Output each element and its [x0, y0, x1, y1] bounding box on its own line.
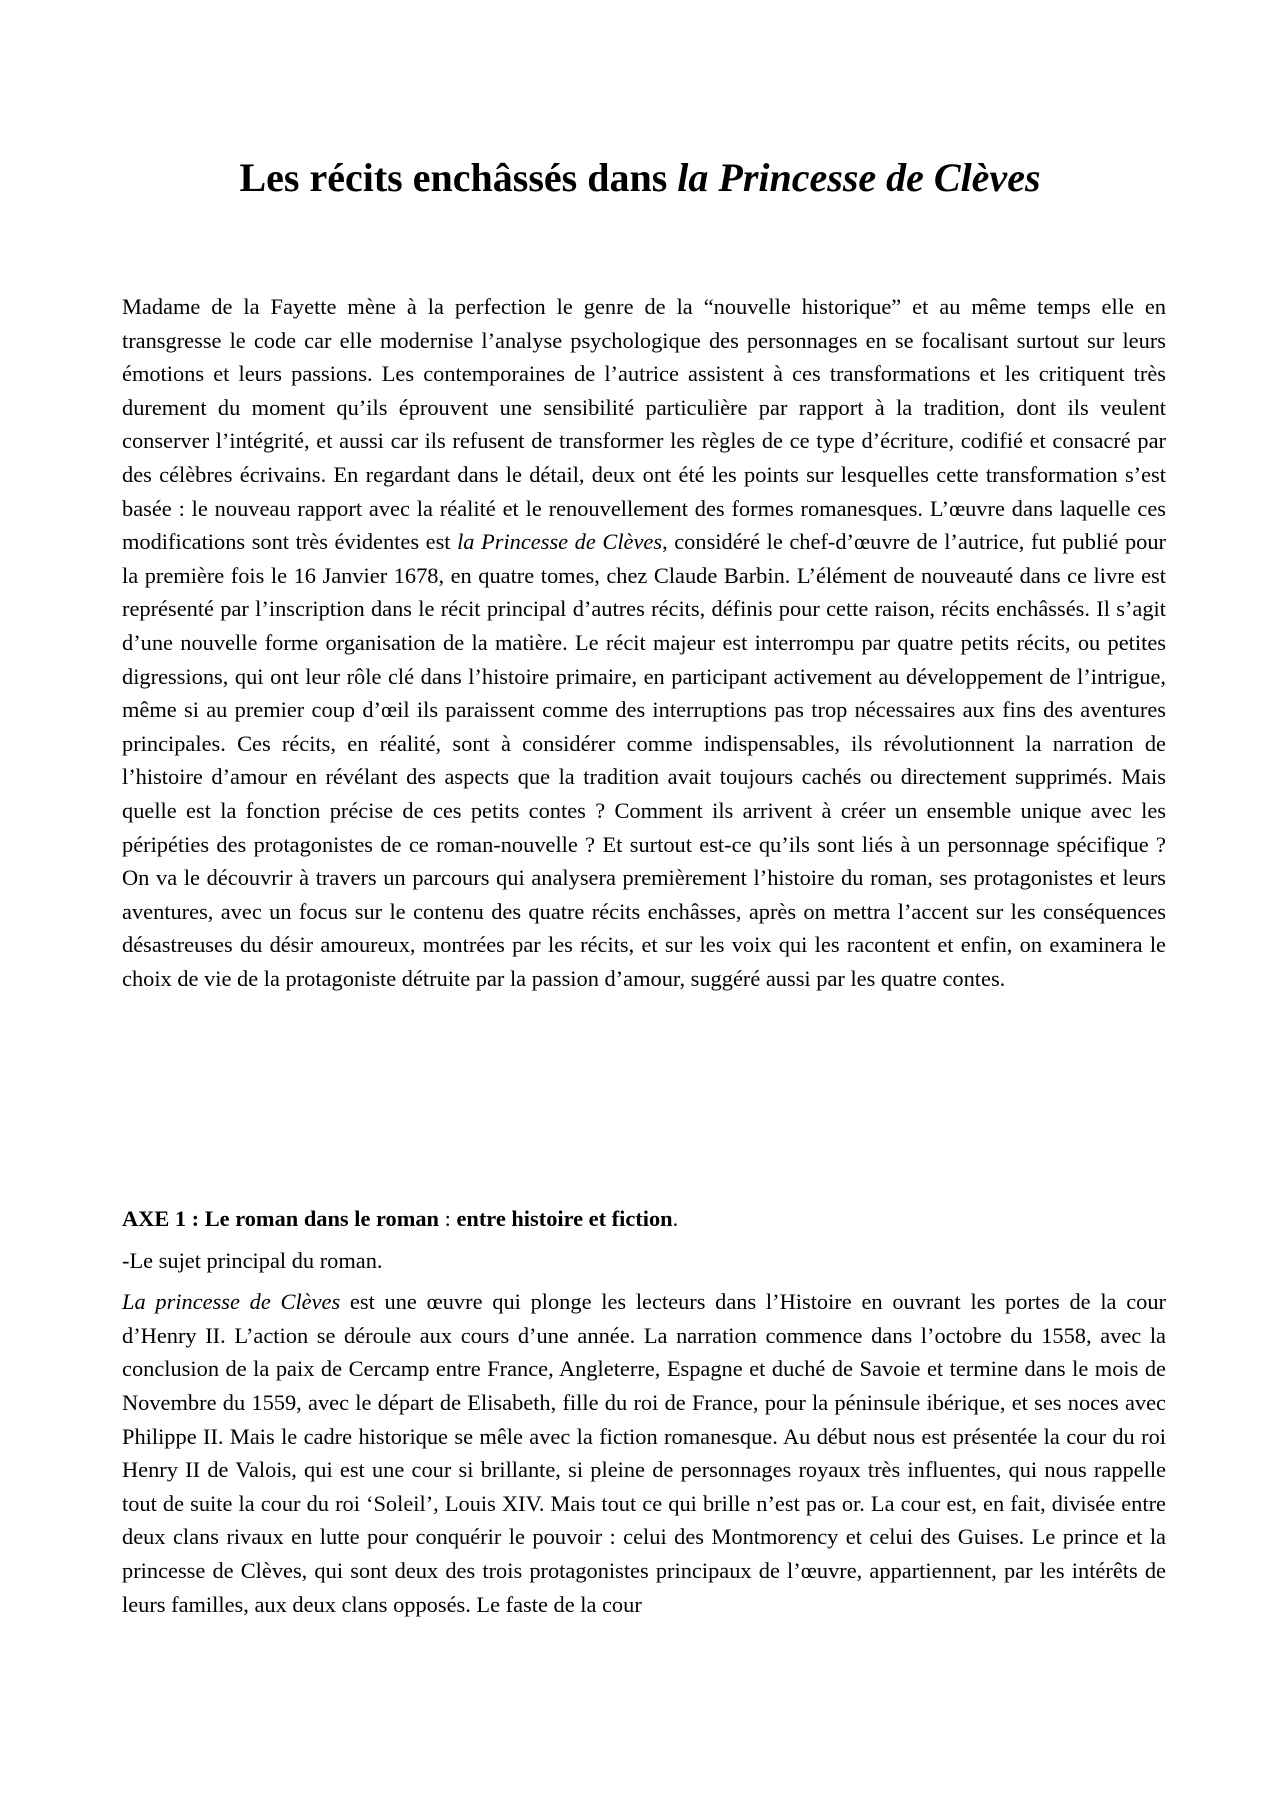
title-italic: la Princesse de Clèves: [677, 155, 1041, 200]
body-italic-title: La princesse de Clèves: [122, 1289, 341, 1315]
axe-1-section: [122, 1202, 1166, 1621]
intro-text-1: Madame de la Fayette mène à la perfection le genre de la “nouvelle historique” et au même temps elle en transgresse le code car elle modernise l’analyse psychologique des personnages en se focalisant surtout sur leurs émotions et leurs passions. Les contemporaines de l’autrice assistent à ces transformations et les critiquent très durement du moment qu’ils éprouvent une sensibilité particulière par rapport à la tradition, dont ils veulent conserver l’intégrité, et aussi car ils refusent de transformer les règles de ce type d’écriture, codifié et consacré par des célèbres écrivains. En regardant dans le détail, deux ont été les points sur lesquelles cette transformation s’est basée : le nouveau rapport avec la réalité et le renouvellement des formes romanesques. L’œuvre dans laquelle ces modifications sont très évidentes est: [122, 294, 1166, 555]
section-subheading: -Le sujet principal du roman.: [122, 1247, 383, 1273]
axe-1-end: .: [672, 1206, 679, 1231]
intro-text-2: , considéré le chef-d’œuvre de l’autrice, fut publié pour la première fois le 16 Janvier 1678, en quatre tomes, chez Claude Barbin. L’élément de nouveauté dans ce livre est représenté par l’inscription dans le récit principal d’autres récits, définis pour cette raison, récits enchâssés. Il s’agit d’une nouvelle forme organisation de la matière. Le récit majeur est interrompu par quatre petits récits, ou petites digressions, qui ont leur rôle clé dans l’histoire primaire, en participant activement au développement de l’intrigue, même si au premier coup d’œil ils paraissent comme des interruptions pas trop nécessaires aux fins des aventures principales. Ces récits, en réalité, sont à considérer comme indispensables, ils révolutionnent la narration de l’histoire d’amour en révélant des aspects que la tradition avait toujours cachés ou directement supprimés. Mais quelle est la fonction précise de ces petits contes ? Comment ils arrivent à créer un ensemble unique avec les péripéties des protagonistes de ce roman-nouvelle ? Et surtout est-ce qu’ils sont liés à un personnage spécifique ? On va le découvrir à travers un parcours qui analysera premièrement l’histoire du roman, ses protagonistes et leurs aventures, avec un focus sur le contenu des quatre récits enchâsses, après on mettra l’accent sur les conséquences désastreuses du désir amoureux, montrées par les récits, et sur les voix qui les racontent et enfin, on examinera le choix de vie de la protagoniste détruite par la passion d’amour, suggéré aussi par les quatre contes.: [122, 529, 1166, 991]
axe-1-separator: :: [439, 1206, 457, 1231]
title-main: Les récits enchâssés dans: [239, 155, 678, 200]
page-title: [0, 150, 1280, 206]
body-text: est une œuvre qui plonge les lecteurs dans l’Histoire en ouvrant les portes de la cour d’Henry II. L’action se déroule aux cours d’une année. La narration commence dans l’octobre du 1558, avec la conclusion de la paix de Cercamp entre France, Angleterre, Espagne et duché de Savoie et termine dans le mois de Novembre du 1559, avec le départ de Elisabeth, fille du roi de France, pour la péninsule ibérique, et ses noces avec Philippe II. Mais le cadre historique se mêle avec la fiction romanesque. Au début nous est présentée la cour du roi Henry II de Valois, qui est une cour si brillante, si pleine de personnages royaux très influentes, qui nous rappelle tout de suite la cour du roi ‘Soleil’, Louis XIV. Mais tout ce qui brille n’est pas or. La cour est, en fait, divisée entre deux clans rivaux en lutte pour conquérir le pouvoir : celui des Montmorency et celui des Guises. Le prince et la princesse de Clèves, qui sont deux des trois protagonistes principaux de l’œuvre, appartiennent, par les intérêts de leurs familles, aux deux clans opposés. Le faste de la cour: [122, 1289, 1166, 1617]
axe-1-subtitle: entre histoire et fiction: [456, 1206, 673, 1231]
intro-section: [122, 290, 1166, 995]
intro-paragraph: [122, 290, 1166, 995]
body-paragraph: [122, 1285, 1166, 1621]
axe-1-heading: [122, 1202, 1166, 1236]
axe-1-label: AXE 1 : Le roman dans le roman: [122, 1206, 440, 1231]
intro-italic-title: la Princesse de Clèves: [457, 529, 663, 555]
